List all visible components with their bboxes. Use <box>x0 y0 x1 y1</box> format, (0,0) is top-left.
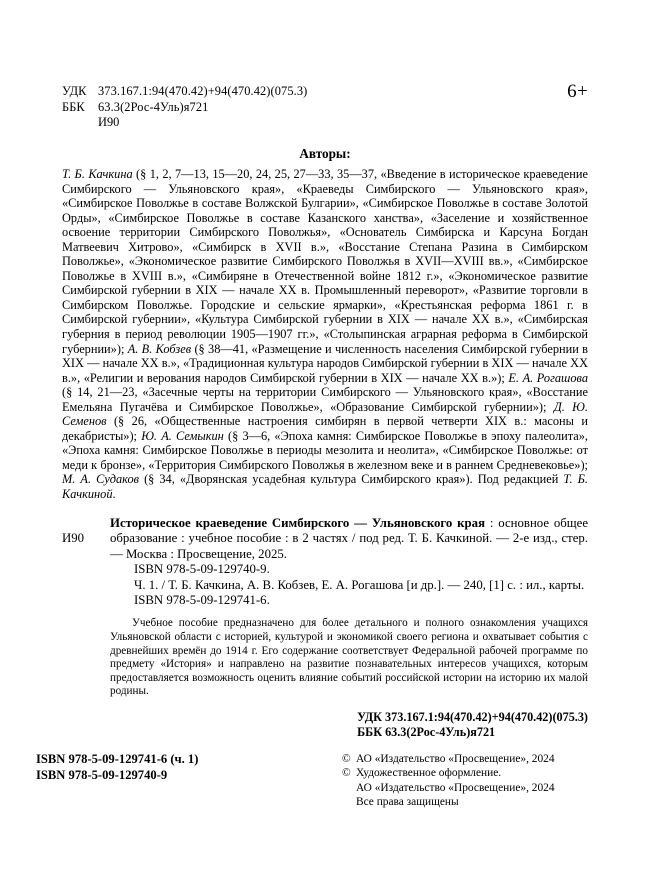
isbn-part-footer: ISBN 978-5-09-129741-6 (ч. 1) <box>36 752 199 766</box>
author-name: М. А. Судаков <box>62 472 140 487</box>
bbk-value: 63.3(2Рос-4Уль)я721 <box>98 99 209 114</box>
classification-repeat-block <box>357 710 588 739</box>
book-imprint: : основное общее образование : учебное пособие : в 2 частях / под ред. Т. Б. Качкиной. — 2-е изд., стер. — Москва : Просвещение, 2025. <box>110 516 588 561</box>
author-name: Д. Ю. Семенов <box>62 399 588 429</box>
copyright-text: АО «Издательство «Просвещение», 2024 <box>356 753 555 765</box>
part-line: Ч. 1. / Т. Б. Качкина, А. В. Кобзев, Е. А. Рогашова [и др.]. — 240, [1] с. : ил., карты. <box>134 577 585 592</box>
classification-block <box>62 84 582 131</box>
copyright-line <box>342 766 610 780</box>
copyright-text: АО «Издательство «Просвещение», 2024 <box>356 781 555 794</box>
book-title: Историческое краеведение Симбирского — Ульяновского края <box>110 516 485 530</box>
author-scope: (§ 26, «Общественные настроения симбирян в первой четверти XIX в.: масоны и декабристы»); <box>62 414 588 443</box>
age-rating-badge: 6+ <box>567 81 588 102</box>
rights-reserved-text: Все права защищены <box>356 796 459 809</box>
bbk-row <box>62 100 582 116</box>
bib-main-entry <box>62 516 588 562</box>
copyright-icon: © <box>342 753 351 765</box>
isbn-set-line: ISBN 978-5-09-129740-9. <box>134 562 270 577</box>
udk-repeat: УДК 373.167.1:94(470.42)+94(470.42)(075.3) <box>357 710 588 724</box>
author-scope: (§ 1, 2, 7—13, 15—20, 24, 25, 27—33, 35—37, «Введение в историческое краеведение Симбирского — Ульяновского края», «Краеведы Симбирского — Ульяновского края», «Симбирское Поволжье в составе Волжской Булгарии», «Симбирское Поволжье в составе Золотой Орды», «Симбирское Поволжье в составе Казанского ханства», «Заселение и хозяйственное освоение территории Симбирского Поволжья», «Основатель Симбирска и Карсуна Богдан Матвеевич Хитрово», «Симбирск в XVII в.», «Восстание Степана Разина в Симбирском Поволжье», «Экономическое развитие Симбирского Поволжья в XVII—XVIII вв.», «Симбирское Поволжье в XVIII в.», «Симбиряне в Отечественной войне 1812 г.», «Экономическое развитие Симбирской губернии в XIX — начале XX в. Промышленный переворот», «Развитие торговли в Симбирском Поволжье. Городские и сельские ярмарки», «Крестьянская реформа 1861 г. в Симбирской губернии», «Культура Симбирской губернии в XIX — начале XX в.», «Симбирская губерния в период революции 1905—1907 гг.», «Столыпинская аграрная реформа в Симбирской губернии»); <box>62 167 588 356</box>
authors-list <box>62 167 588 502</box>
author-name: Ю. А. Семыкин <box>141 428 224 443</box>
editor-name: Т. Б. Качкиной <box>62 472 588 502</box>
annotation-text: Учебное пособие предназначено для более детального и полного ознакомления учащихся Ульяновской области с историей, культурой и экономикой своего региона и охватывает события с древнейших времён до 1914 г. Его содержание соответствует Федеральной рабочей программе по предмету «История» и направлено на развитие познавательных интересов учащихся, которым предоставляется возможность оценить влияние событий российской истории на историю их малой родины. <box>110 617 588 698</box>
copyright-line <box>342 781 610 795</box>
bbk-repeat: ББК 63.3(2Рос-4Уль)я721 <box>357 724 496 739</box>
udk-label: УДК <box>62 84 87 98</box>
copyright-icon: © <box>342 767 351 780</box>
bibliographic-description <box>62 516 588 699</box>
author-name: Е. А. Рогашова <box>508 370 588 385</box>
copyright-block <box>342 752 610 810</box>
isbn-set-footer: ISBN 978-5-09-129740-9 <box>36 767 168 782</box>
udk-value: 373.167.1:94(470.42)+94(470.42)(075.3) <box>98 84 308 98</box>
bib-sigil: И90 <box>62 531 85 546</box>
copyright-line <box>342 795 610 809</box>
author-scope: (§ 14, 21—23, «Засечные черты на территории Симбирского — Ульяновского края», «Восстание Емельяна Пугачёва и Симбирское Поволжье», «Образование Симбирской губернии»); <box>62 385 588 414</box>
isbn-block <box>36 752 198 783</box>
authors-heading: Авторы: <box>299 146 351 161</box>
page-footer <box>36 752 610 810</box>
editor-prefix: Под редакцией <box>477 472 559 487</box>
author-name: Т. Б. Качкина <box>62 167 133 181</box>
copyright-line <box>342 752 610 766</box>
editor-suffix: . <box>112 487 116 502</box>
author-scope: (§ 34, «Дворянская усадебная культура Симбирского края»). <box>144 472 473 487</box>
udk-row <box>62 84 582 100</box>
author-scope: (§ 3—6, «Эпоха камня: Симбирское Поволжье в эпоху палеолита», «Эпоха камня: Симбирское Поволжье в периоды мезолита и неолита», «Симбирское Поволжье: от меди к бронзе», «Территория Симбирского Поволжья в железном веке и в раннем Средневековье»); <box>62 428 588 472</box>
bbk-label: ББК <box>62 99 85 114</box>
author-sign: И90 <box>98 115 120 129</box>
isbn-part-line: ISBN 978-5-09-129741-6. <box>134 593 270 608</box>
author-scope: (§ 38—41, «Размещение и численность населения Симбирской губернии в XIX — начале XX в.», «Традиционная культура народов Симбирской губернии в XIX — начале XX в.», «Религии и верования народов Симбирской губернии в XIX — начале XX в.»); <box>62 341 588 385</box>
copyright-text: Художественное оформление. <box>356 767 502 780</box>
author-name: А. В. Кобзев <box>127 341 192 356</box>
